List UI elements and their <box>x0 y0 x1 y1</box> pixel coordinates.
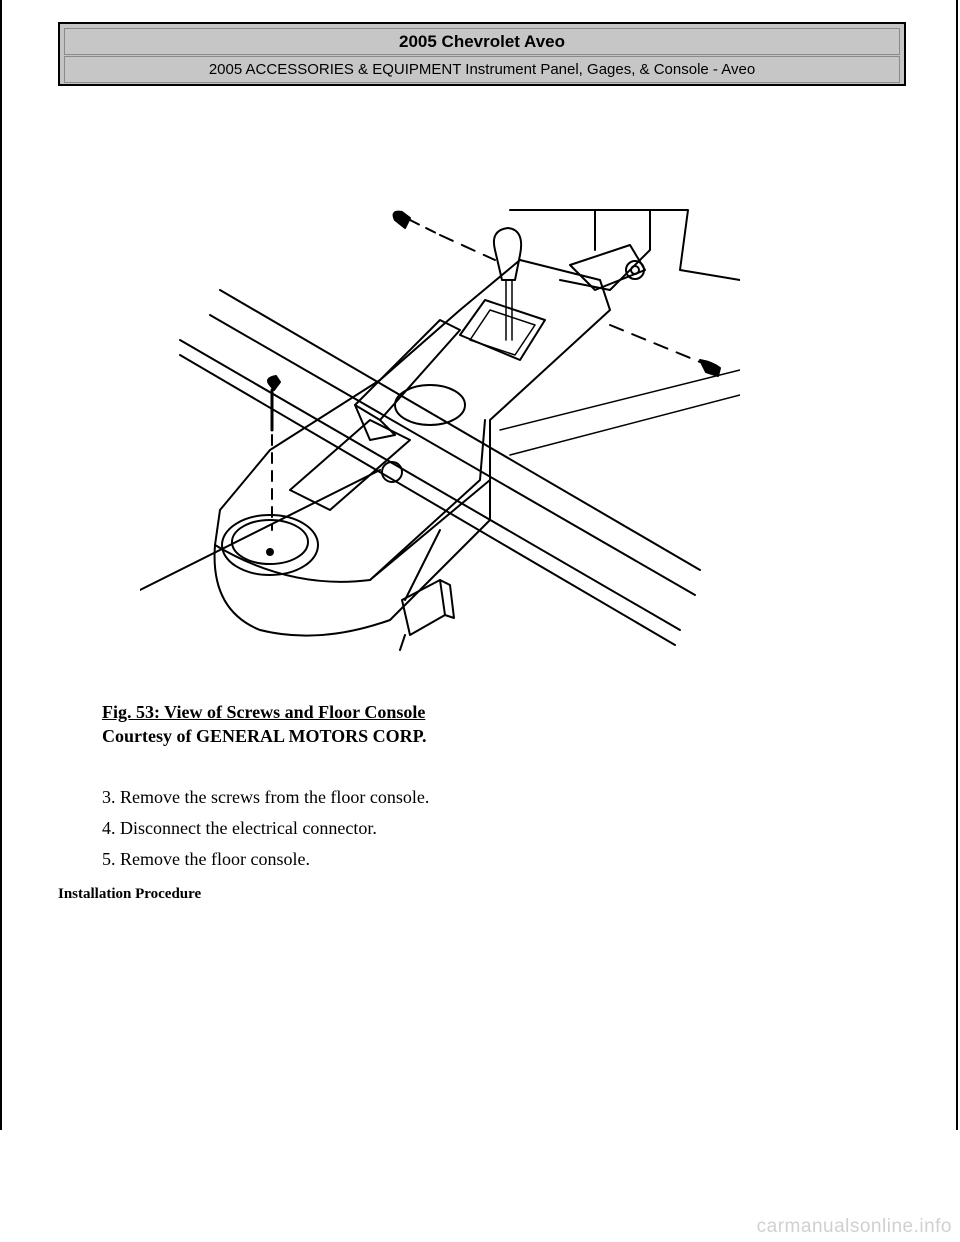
list-item: 3. Remove the screws from the floor console. <box>102 787 430 807</box>
page-left-border <box>0 0 2 1130</box>
figure-caption <box>102 700 427 748</box>
footer-strip <box>0 1130 960 1242</box>
watermark: carmanualsonline.info <box>756 1216 952 1237</box>
section-heading: Installation Procedure <box>58 886 202 902</box>
procedure-steps <box>102 786 429 879</box>
figure-title: Fig. 53: View of Screws and Floor Console <box>102 702 426 722</box>
list-item: 4. Disconnect the electrical connector. <box>102 818 377 838</box>
list-item: 5. Remove the floor console. <box>102 849 310 869</box>
header-title: 2005 Chevrolet Aveo <box>64 28 900 55</box>
page-right-border <box>956 0 958 1130</box>
document-header <box>58 22 906 86</box>
floor-console-illustration <box>140 190 740 670</box>
figure-credit: Courtesy of GENERAL MOTORS CORP. <box>102 726 427 746</box>
header-subtitle: 2005 ACCESSORIES & EQUIPMENT Instrument Panel, Gages, & Console - Aveo <box>64 56 900 83</box>
